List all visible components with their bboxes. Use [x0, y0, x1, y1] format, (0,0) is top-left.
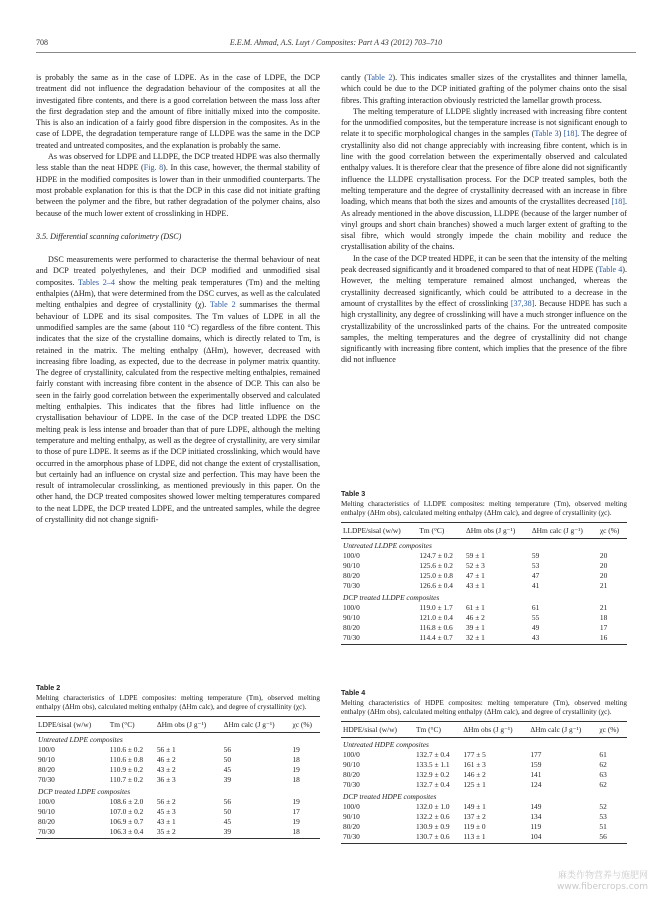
data-table [36, 716, 320, 839]
table-cell: 53 [531, 561, 540, 570]
table-cell: 43 ± 1 [156, 816, 176, 826]
table-group-row [36, 733, 320, 745]
column-header: ΔHm calc (J g⁻¹) [528, 722, 597, 738]
column-header: χc (%) [290, 717, 320, 733]
table-cell: 51 [599, 821, 607, 831]
table-cell: 19 [292, 816, 300, 826]
table-cell: 45 [223, 765, 232, 774]
table-cell: 80/20 [343, 821, 360, 831]
table-cell: 43 ± 1 [465, 581, 485, 590]
column-header: χc (%) [598, 523, 627, 539]
page-number: 708 [36, 38, 48, 47]
table-cell: 159 [530, 760, 542, 769]
table-caption: Melting characteristics of HDPE composites: melting temperature (Tm), observed melting enthalpy (ΔHm obs), calculated melting enthalpy (ΔHm calc), and degree of crystallinity (χc). [341, 699, 627, 716]
right-text-column [341, 72, 627, 366]
paragraph [341, 106, 627, 253]
column-header: χc (%) [597, 722, 627, 738]
group-label: DCP treated LLDPE composites [343, 592, 440, 602]
table-row [341, 561, 627, 571]
table-cell: 132.7 ± 0.4 [415, 750, 450, 759]
table-cell: 149 [530, 801, 542, 811]
column-header: ΔHm calc (J g⁻¹) [530, 523, 598, 539]
table-caption: Melting characteristics of LDPE composites: melting temperature (Tm), observed melting enthalpy (ΔHm obs), calculated melting enthalpy (ΔHm calc), and degree of crystallinity (χc). [36, 694, 320, 711]
table-cell: 100/0 [38, 745, 55, 754]
table-cell: 62 [599, 760, 607, 769]
table-cell: 104 [528, 831, 597, 843]
column-header: Tm (°C) [414, 722, 461, 738]
table-cell: 56 ± 1 [156, 745, 176, 754]
watermark-line: www.fibercrops.com [557, 882, 648, 892]
table-row [36, 765, 320, 775]
column-header: HDPE/sisal (w/w) [341, 722, 414, 738]
table-group-row [341, 591, 627, 603]
table-cell: 55 [531, 612, 540, 622]
table-cell: 18 [292, 775, 300, 784]
table-cell: 119 ± 0 [463, 821, 486, 831]
table-cell: 100/0 [343, 551, 360, 560]
text-run: DSC measurements were performed to characterise the thermal behaviour of neat and DCP treated polyethylenes, and their DCP modified and unmodified sisal composites. [36, 255, 320, 287]
column-header: ΔHm calc (J g⁻¹) [222, 717, 291, 733]
text-run: show the melting peak temperatures (Tm) and the melting enthalpies (ΔHm), that were determined from the DSC curves, as well as the calculated melting enthalpies and degree of crystallinity (χ). [36, 277, 320, 310]
table-cell: 90/10 [343, 561, 360, 570]
text-run: . As already mentioned in the above discussion, LLDPE (because of the larger number of vinyl groups and short chain branches) showed a much larger extent of grafting to the sisal fibre, which would strongly impede the chain mobility and reduce the crystallisation ability of the chains. [341, 197, 627, 252]
text-run: ) [558, 129, 564, 139]
column-header: Tm (°C) [417, 523, 464, 539]
table-cell: 119.0 ± 1.7 [419, 602, 453, 612]
text-run: The melting temperature of LLDPE slightly increased with increasing fibre content for the unmodified composites, but the temperature increase is not significant enough to relate it to specific morphological changes in the samples ( [341, 106, 627, 139]
paragraph [341, 72, 627, 106]
table-cell: 107.0 ± 0.2 [109, 806, 144, 816]
table-cell: 70/30 [343, 581, 360, 590]
table-cell: 177 ± 5 [463, 750, 486, 759]
table-row [341, 632, 627, 644]
table-cell: 80/20 [38, 765, 55, 774]
table-row [341, 821, 627, 831]
table-cell: 39 [222, 826, 291, 838]
group-label: Untreated LDPE composites [38, 735, 123, 744]
text-run: . Because HDPE has such a high crystallinity, any degree of crosslinking will have a much stronger influence on the crystallizability of the uncrosslinked parts of the chains. For the untreated composite samples, the melting temperatures and the degree of crystallinity did not change significantly with increasing fibre content, which implies that the presence of the fibre did not influence [341, 298, 627, 365]
table-cell: 146 ± 2 [463, 770, 486, 779]
table-cell: 125.0 ± 0.8 [419, 571, 453, 580]
column-header: LDPE/sisal (w/w) [36, 717, 108, 733]
table-cell: 90/10 [38, 755, 55, 764]
table-cell: 108.6 ± 2.0 [109, 796, 144, 806]
column-header: Tm (°C) [108, 717, 155, 733]
table-label: Table 2 [36, 683, 61, 692]
table-row [36, 816, 320, 826]
table-row [341, 780, 627, 790]
table-cell: 125 ± 1 [463, 780, 486, 789]
table-row [341, 801, 627, 811]
table-cell: 116.8 ± 0.6 [419, 622, 453, 632]
table-row [341, 622, 627, 632]
table-cell: 18 [599, 612, 608, 622]
table-row [36, 826, 320, 838]
table-row [36, 796, 320, 806]
table-cell: 133.5 ± 1.1 [415, 760, 450, 769]
table-3-block [341, 489, 627, 645]
table-cell: 17 [292, 806, 300, 816]
table-caption: Melting characteristics of LLDPE composites: melting temperature (Tm), observed melting enthalpy (ΔHm obs), calculated melting enthalpy (ΔHm calc), and degree of crystallinity (χc). [341, 500, 627, 517]
text-run: cantly ( [341, 73, 367, 82]
paragraph [36, 254, 320, 525]
column-header: ΔHm obs (J g⁻¹) [461, 722, 528, 738]
table-cell: 110.9 ± 0.2 [109, 765, 144, 774]
table-cell: 132.0 ± 1.0 [415, 801, 450, 811]
paragraph: is probably the same as in the case of LDPE. As in the case of LDPE, the DCP treatment did not influence the degradation behaviour of the composites at all the investigated fibre contents, and there is a good correlation between the mass loss after the first degradation step and the amount of fibre initially mixed into the composite. This is also an indication of a fairly good fibre dispersion in the composites. As in the case of LDPE, the degradation temperature range of LLDPE was the same in the DCP treated and untreated composites, and the explanation is probably the same. [36, 73, 320, 150]
table-cell: 90/10 [343, 811, 360, 821]
table-cell: 121.0 ± 0.4 [419, 612, 453, 622]
text-run: As was observed for LDPE and LLDPE, the DCP treated HDPE was also thermally less stable than the neat HDPE ( [36, 152, 320, 173]
table-group-row [341, 539, 627, 551]
table-cell: 19 [292, 745, 300, 754]
table-cell: 36 ± 3 [156, 775, 176, 784]
table-cell: 18 [292, 755, 300, 764]
text-run: . The degree of crystallinity also did not change appreciably with increasing fibre content, which is in line with the good correlation between the experimentally observed and calculated enthalpy values. It is therefore clear that the presence of fibre alone did not significantly influence the LLDPE crystallisation process. For the DCP treated samples, both the melting temperature and the degree of crystallinity decreased with an increase in fibre loading, which means that both the sizes and amounts of the crystallites decreased [341, 129, 628, 207]
table-4-block [341, 688, 627, 844]
table-row [341, 581, 627, 591]
table-cell: 110.6 ± 0.2 [109, 745, 144, 754]
table-cell: 39 [223, 775, 232, 784]
table-row [341, 602, 627, 612]
table-cell: 39 ± 1 [465, 622, 485, 632]
paragraph [36, 151, 320, 219]
table-row [36, 745, 320, 755]
table-cell: 56 ± 2 [156, 796, 176, 806]
left-text-column [36, 72, 320, 525]
table-link[interactable]: Table 2 [209, 300, 236, 310]
table-cell: 141 [530, 770, 542, 779]
table-cell: 110.6 ± 0.8 [109, 755, 144, 764]
group-label: DCP treated HDPE composites [343, 791, 437, 801]
table-cell: 126.6 ± 0.4 [419, 581, 453, 590]
table-cell: 80/20 [38, 816, 55, 826]
table-cell: 132.9 ± 0.2 [415, 770, 450, 779]
table-row [341, 760, 627, 770]
table-cell: 80/20 [343, 571, 360, 580]
reference-link[interactable]: [37,38] [510, 298, 535, 308]
table-cell: 132.7 ± 0.4 [415, 780, 450, 789]
table-row [341, 831, 627, 843]
text-run: In the case of the DCP treated HDPE, it can be seen that the intensity of the melting peak decreased significantly and it broadened compared to that of neat HDPE ( [341, 253, 627, 275]
table-row [341, 551, 627, 561]
table-cell: 32 ± 1 [464, 632, 530, 644]
table-row [36, 775, 320, 785]
table-cell: 16 [598, 632, 627, 644]
text-run: ). In this case, however, the thermal stability of HDPE in the modified composites is lower than in their unmodified counterparts. The most probable explanation for this is that the DCP in this case did not initiate grafting between the polymer and the fibre, but rather degradation of the polymer chains, also because of the much lower extent of crosslinking in HDPE. [36, 163, 320, 218]
table-cell: 43 [530, 632, 598, 644]
table-cell: 80/20 [343, 770, 360, 779]
table-row [341, 571, 627, 581]
table-cell: 132.2 ± 0.6 [415, 811, 450, 821]
figure-link[interactable]: Fig. 8 [143, 163, 164, 173]
table-cell: 90/10 [343, 612, 360, 622]
table-label: Table 4 [341, 688, 366, 697]
site-watermark [557, 871, 648, 893]
group-label: Untreated HDPE composites [343, 740, 429, 749]
table-row [36, 806, 320, 816]
table-cell: 47 ± 1 [465, 571, 485, 580]
paragraph [341, 253, 627, 366]
table-group-row [341, 738, 627, 750]
header-rule [36, 52, 636, 53]
table-cell: 134 [530, 811, 542, 821]
table-cell: 114.4 ± 0.7 [417, 632, 464, 644]
table-group-row [36, 785, 320, 797]
table-row [36, 755, 320, 765]
group-label: Untreated LLDPE composites [343, 541, 432, 550]
table-cell: 46 ± 2 [156, 755, 176, 764]
table-cell: 100/0 [343, 602, 360, 612]
table-cell: 56 [223, 745, 232, 754]
table-link[interactable]: Tables 2–4 [78, 277, 115, 287]
table-cell: 43 ± 2 [156, 765, 176, 774]
table-cell: 61 ± 1 [465, 602, 485, 612]
table-row [341, 750, 627, 760]
table-cell: 52 [599, 801, 607, 811]
table-cell: 61 [599, 750, 607, 759]
table-cell: 21 [599, 581, 608, 590]
table-cell: 100/0 [343, 801, 360, 811]
table-cell: 56 [223, 796, 232, 806]
table-cell: 149 ± 1 [463, 801, 486, 811]
text-run: summarises the thermal behaviour of LDPE and its sisal composites. The Tm values of LDPE in all the unmodified samples are the same (about 110 °C) regardless of the fibre content. This indicates that the size of the crystalline domains, which is directly related to Tm, is retained in the matrix. The melting enthalpy (ΔHm), however, decreased with increasing fibre loading, as expected, due to the decrease in polymer matrix quantity. The degree of crystallinity, calculated from the respective melting enthalpies, remained fairly constant with increasing fibre content in the absence of DCP. This can also be seen in the fairly good correlation between the experimentally observed and calculated melting enthalpies. This indicates that the fibres had little influence on the crystallisation behaviour of LDPE. In the case of the DCP treated LDPE the DSC melting peak is less intense and broader than that of pure LDPE, although the melting temperature and melting enthalpy, as well as the degree of crystallinity, are very similar to those of pure LDPE. It seems as if the DCP initiated crosslinking, which would have occurred in the amorphous phase of LDPE, did not change the extent of crystallisation, but certainly had an influence on crystal size and perfection. This may have been the result of intramolecular crosslinking, as mentioned previously in this paper. On the other hand, the DCP treated composites showed lower melting temperatures compared to the neat LDPE, the DCP treated LDPE, and the untreated samples, while the degree of crystallinity did not change signifi- [36, 300, 320, 524]
table-header-row [341, 523, 627, 539]
table-cell: 124 [530, 780, 542, 789]
table-cell: 80/20 [343, 622, 360, 632]
table-cell: 20 [599, 561, 608, 570]
table-cell: 21 [599, 602, 608, 612]
table-cell: 50 [223, 806, 232, 816]
table-cell: 130.7 ± 0.6 [414, 831, 461, 843]
table-cell: 49 [531, 622, 540, 632]
table-header-row [36, 717, 320, 733]
table-cell: 70/30 [341, 632, 417, 644]
table-cell: 63 [599, 770, 607, 779]
text-run: ). This indicates smaller sizes of the crystallites and thinner lamella, which could be due to the DCP initiated grafting of the polymer chains onto the sisal fibres. This grafting interaction obviously restricted the lamellar growth process. [341, 73, 627, 105]
column-header: LLDPE/sisal (w/w) [341, 523, 417, 539]
table-cell: 41 [531, 581, 540, 590]
table-cell: 35 ± 2 [155, 826, 222, 838]
column-header: ΔHm obs (J g⁻¹) [155, 717, 222, 733]
table-cell: 46 ± 2 [465, 612, 485, 622]
table-cell: 56 [597, 831, 627, 843]
table-cell: 19 [292, 765, 300, 774]
table-cell: 17 [599, 622, 608, 632]
table-cell: 125.6 ± 0.2 [419, 561, 453, 570]
group-label: DCP treated LDPE composites [38, 786, 131, 796]
table-cell: 70/30 [341, 831, 414, 843]
table-cell: 90/10 [38, 806, 55, 816]
text-run: ). However, the melting temperature remained almost unchanged, whereas the crystallinity decreased significantly, which could be attributed to a decrease in the amount of crystallites by the effect of crosslinking [341, 265, 627, 308]
table-label: Table 3 [341, 489, 366, 498]
table-cell: 100/0 [343, 750, 360, 759]
table-row [341, 770, 627, 780]
table-cell: 137 ± 2 [463, 811, 486, 821]
table-header-row [341, 722, 627, 738]
table-cell: 70/30 [343, 780, 360, 789]
table-cell: 110.7 ± 0.2 [109, 775, 144, 784]
table-cell: 124.7 ± 0.2 [419, 551, 453, 560]
reference-link[interactable]: [18] [563, 129, 578, 139]
table-cell: 106.3 ± 0.4 [108, 826, 155, 838]
table-cell: 45 ± 3 [156, 806, 176, 816]
reference-link[interactable]: [18] [611, 197, 625, 207]
column-header: ΔHm obs (J g⁻¹) [464, 523, 530, 539]
table-link[interactable]: Table 4 [598, 265, 623, 275]
table-cell: 59 [531, 551, 540, 560]
table-cell: 53 [599, 811, 607, 821]
table-cell: 45 [223, 816, 232, 826]
section-heading: 3.5. Differential scanning calorimetry (DSC) [36, 231, 182, 241]
table-cell: 70/30 [36, 826, 108, 838]
table-row [341, 811, 627, 821]
table-cell: 61 [531, 602, 540, 612]
table-row [341, 612, 627, 622]
table-cell: 18 [290, 826, 320, 838]
table-cell: 59 ± 1 [465, 551, 485, 560]
data-table [341, 522, 627, 645]
table-link[interactable]: Table 3 [534, 129, 559, 139]
table-cell: 52 ± 3 [465, 561, 485, 570]
table-cell: 62 [599, 780, 607, 789]
table-2-block [36, 683, 320, 839]
table-cell: 19 [292, 796, 300, 806]
table-cell: 106.9 ± 0.7 [109, 816, 144, 826]
table-cell: 177 [530, 750, 542, 759]
table-cell: 100/0 [38, 796, 55, 806]
table-cell: 20 [599, 571, 608, 580]
table-cell: 119 [530, 821, 542, 831]
table-cell: 47 [531, 571, 540, 580]
data-table [341, 721, 627, 844]
watermark-line: 麻类作物营养与施肥网 [557, 871, 648, 881]
table-cell: 161 ± 3 [463, 760, 486, 769]
table-cell: 113 ± 1 [461, 831, 528, 843]
table-cell: 130.9 ± 0.9 [415, 821, 450, 831]
table-link[interactable]: Table 2 [367, 73, 393, 82]
table-cell: 20 [599, 551, 608, 560]
table-cell: 70/30 [38, 775, 55, 784]
table-group-row [341, 790, 627, 802]
table-cell: 90/10 [343, 760, 360, 769]
journal-citation: E.E.M. Ahmad, A.S. Luyt / Composites: Part A 43 (2012) 703–710 [229, 38, 443, 47]
table-cell: 50 [223, 755, 232, 764]
